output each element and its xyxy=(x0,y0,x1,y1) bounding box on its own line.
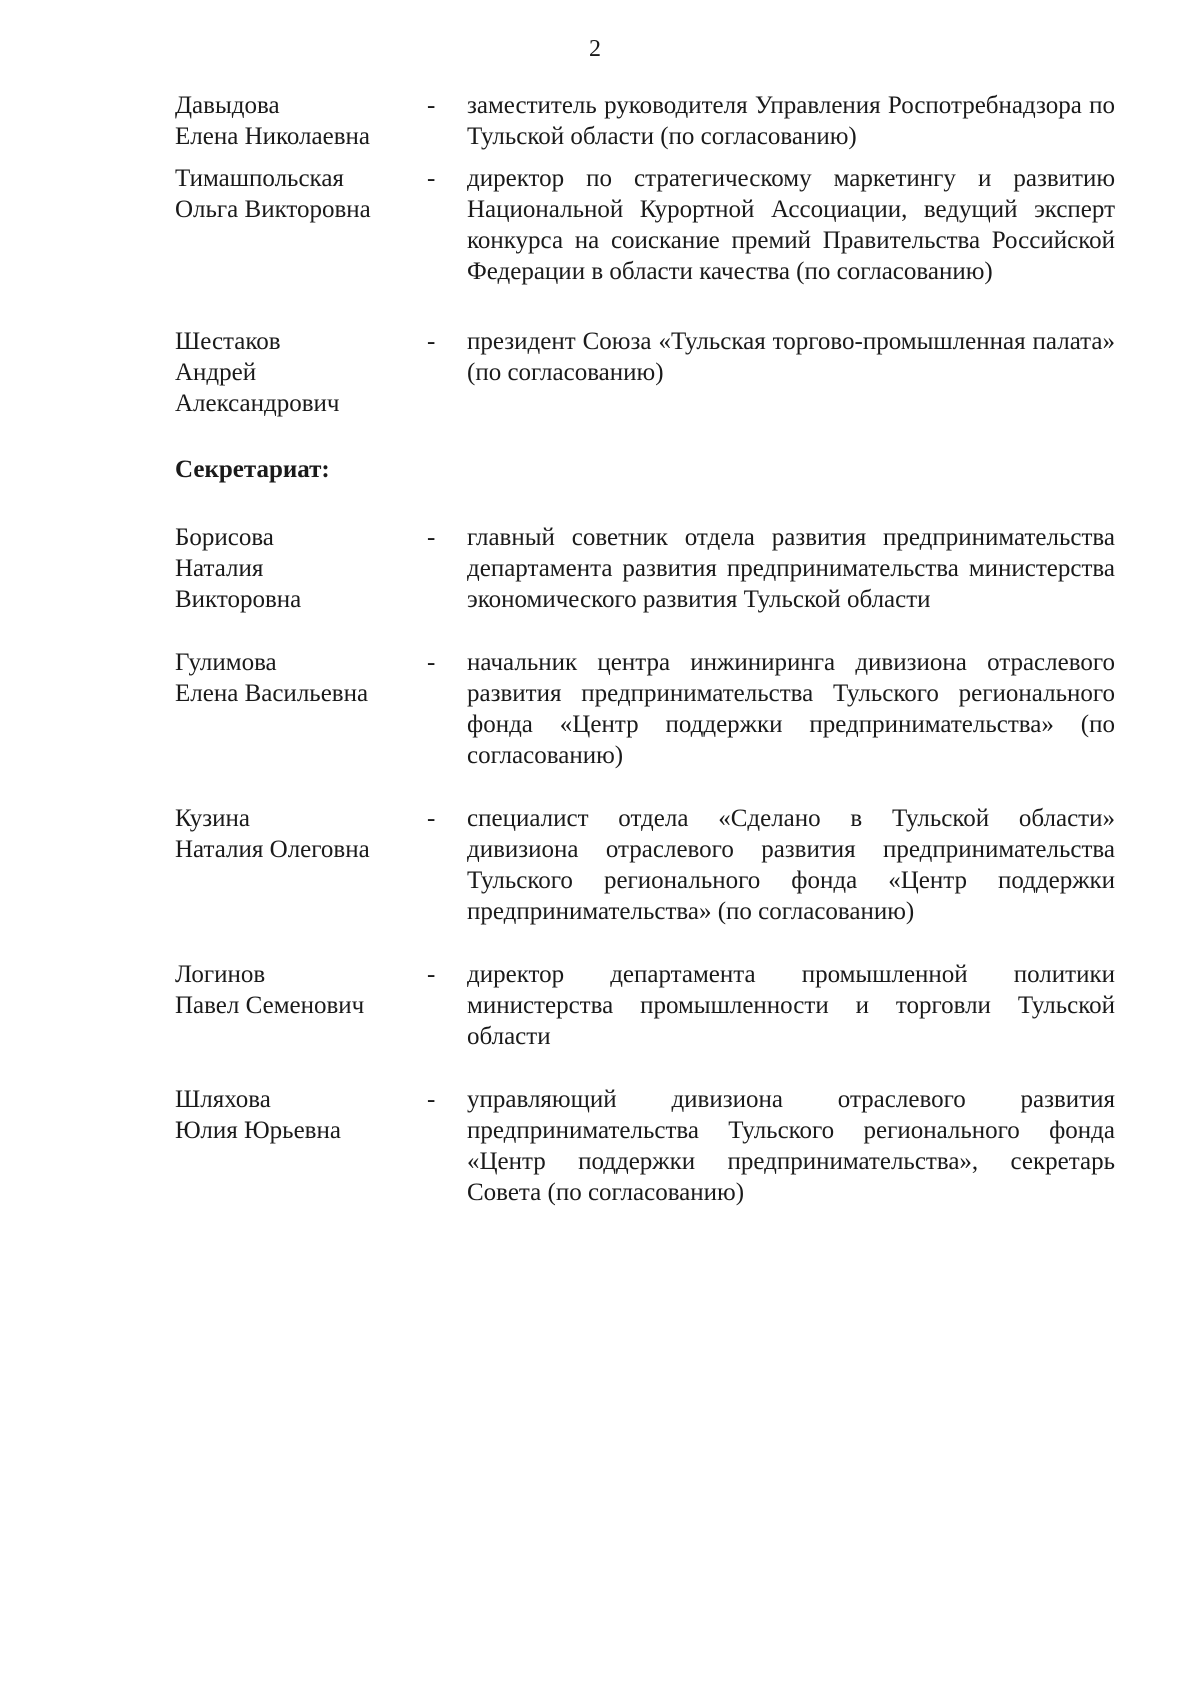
secretariat-entry xyxy=(175,522,1115,615)
member-name: Борисова Наталия Викторовна xyxy=(175,524,302,613)
member-position: управляющий дивизиона отраслевого развития предпринимательства Тульского регионального фонда «Центр поддержки предпринимательства», секретарь Совета (по согласованию) xyxy=(467,1086,1115,1206)
member-dash: - xyxy=(427,649,436,676)
member-name: Логинов Павел Семенович xyxy=(175,961,365,1019)
secretariat-entry xyxy=(175,647,1115,771)
member-position: заместитель руководителя Управления Роспотребнадзора по Тульской области (по согласованию) xyxy=(467,92,1115,150)
member-entry xyxy=(175,90,1115,152)
member-name: Шестаков Андрей Александрович xyxy=(175,328,340,417)
member-position: начальник центра инжиниринга дивизиона отраслевого развития предпринимательства Тульского регионального фонда «Центр поддержки предпринимательства» (по согласованию) xyxy=(467,649,1115,769)
member-entry xyxy=(175,326,1115,419)
member-dash: - xyxy=(427,524,436,551)
page-number: 2 xyxy=(589,36,601,62)
member-list xyxy=(175,90,1115,1208)
member-name: Кузина Наталия Олеговна xyxy=(175,805,370,863)
member-name: Шляхова Юлия Юрьевна xyxy=(175,1086,341,1144)
member-position: специалист отдела «Сделано в Тульской области» дивизиона отраслевого развития предпринимательства Тульского регионального фонда «Центр поддержки предпринимательства» (по согласованию) xyxy=(467,805,1115,925)
member-dash: - xyxy=(427,92,436,119)
member-dash: - xyxy=(427,805,436,832)
secretariat-heading: Секретариат: xyxy=(175,456,330,483)
member-name: Тимашпольская Ольга Викторовна xyxy=(175,165,371,223)
member-position: главный советник отдела развития предпринимательства департамента развития предпринимательства министерства экономического развития Тульской области xyxy=(467,524,1115,613)
member-entry xyxy=(175,163,1115,287)
secretariat-entry xyxy=(175,1084,1115,1208)
secretariat-entry xyxy=(175,803,1115,927)
member-dash: - xyxy=(427,328,436,355)
member-position: директор департамента промышленной политики министерства промышленности и торговли Тульской области xyxy=(467,961,1115,1050)
member-name: Гулимова Елена Васильевна xyxy=(175,649,369,707)
member-position: президент Союза «Тульская торгово-промышленная палата» (по согласованию) xyxy=(467,328,1115,386)
member-dash: - xyxy=(427,165,436,192)
member-position: директор по стратегическому маркетингу и развитию Национальной Курортной Ассоциации, ведущий эксперт конкурса на соискание премий Правительства Российской Федерации в области качества (по согласованию) xyxy=(467,165,1115,285)
member-dash: - xyxy=(427,961,436,988)
member-dash: - xyxy=(427,1086,436,1113)
secretariat-entry xyxy=(175,959,1115,1052)
member-name: Давыдова Елена Николаевна xyxy=(175,92,370,150)
